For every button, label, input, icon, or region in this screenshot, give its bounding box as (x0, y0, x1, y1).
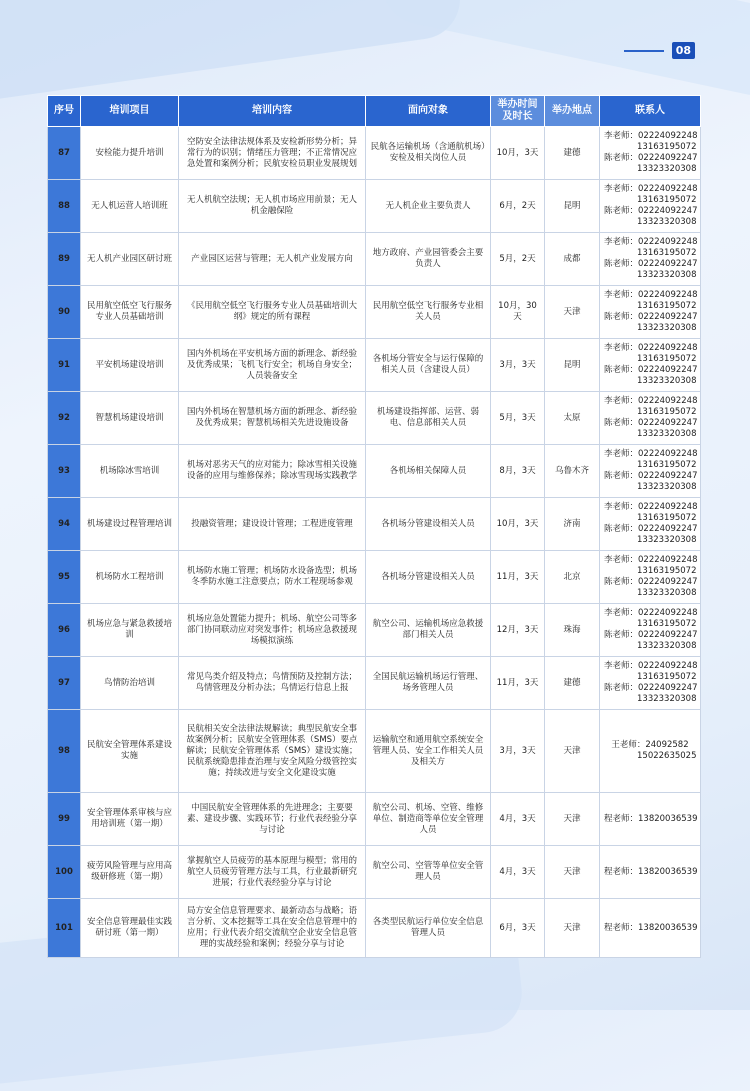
cell-time: 6月，2天 (491, 180, 545, 233)
cell-time: 3月，3天 (491, 710, 545, 793)
cell-time: 5月，3天 (491, 392, 545, 445)
table-row (48, 710, 701, 793)
cell-time: 5月，2天 (491, 233, 545, 286)
table-row (48, 392, 701, 445)
contact-line: 李老师：02224092248 (604, 608, 698, 618)
cell-contact (600, 339, 701, 392)
cell-time: 3月，3天 (491, 339, 545, 392)
cell-location: 天津 (545, 899, 600, 958)
cell-contact (600, 127, 701, 180)
contact-line: 李老师：02224092248 (604, 290, 698, 300)
cell-contact (600, 710, 701, 793)
cell-contact (600, 392, 701, 445)
cell-location: 天津 (545, 846, 600, 899)
contact-line: 李老师：02224092248 (604, 396, 698, 406)
cell-location: 济南 (545, 498, 600, 551)
cell-content: 投融资管理；建设设计管理；工程进度管理 (179, 498, 366, 551)
contact-line: 陈老师：02224092247 (604, 153, 698, 163)
contact-line: 程老师：13820036539 (604, 922, 698, 933)
contact-line: 13323320308 (637, 482, 697, 492)
cell-content: 机场防水施工管理；机场防水设备选型；机场冬季防水施工注意要点；防水工程现场参观 (179, 551, 366, 604)
contact-line: 13163195072 (637, 566, 697, 576)
page-number: 08 (672, 42, 695, 59)
table-row (48, 604, 701, 657)
cell-location: 北京 (545, 551, 600, 604)
cell-project: 无人机运营人培训班 (81, 180, 179, 233)
table-row (48, 551, 701, 604)
table-row (48, 286, 701, 339)
contact-line: 陈老师：02224092247 (604, 577, 698, 587)
cell-location: 珠海 (545, 604, 600, 657)
cell-no: 101 (48, 899, 81, 958)
contact-line: 李老师：02224092248 (604, 343, 698, 353)
cell-project: 机场应急与紧急救援培训 (81, 604, 179, 657)
cell-contact (600, 551, 701, 604)
cell-target: 民用航空低空飞行服务专业相关人员 (366, 286, 491, 339)
cell-project: 鸟情防治培训 (81, 657, 179, 710)
contact-line: 李老师：02224092248 (604, 237, 698, 247)
cell-target: 航空公司、空管等单位安全管理人员 (366, 846, 491, 899)
cell-no: 87 (48, 127, 81, 180)
header-target: 面向对象 (366, 96, 491, 127)
table-row (48, 498, 701, 551)
cell-target: 地方政府、产业园管委会主要负责人 (366, 233, 491, 286)
contact-line: 13323320308 (637, 323, 697, 333)
contact-line: 13163195072 (637, 407, 697, 417)
cell-target: 民航各运输机场（含通航机场）安检及相关岗位人员 (366, 127, 491, 180)
contact-line: 李老师：02224092248 (604, 661, 698, 671)
cell-contact (600, 604, 701, 657)
contact-line: 13163195072 (637, 301, 697, 311)
cell-location: 天津 (545, 286, 600, 339)
cell-no: 95 (48, 551, 81, 604)
cell-no: 96 (48, 604, 81, 657)
contact-line: 13323320308 (637, 270, 697, 280)
cell-time: 6月，3天 (491, 899, 545, 958)
contact-line: 陈老师：02224092247 (604, 630, 698, 640)
contact-line: 13163195072 (637, 248, 697, 258)
contact-line: 13323320308 (637, 535, 697, 545)
cell-target: 无人机企业主要负责人 (366, 180, 491, 233)
contact-line: 13323320308 (637, 429, 697, 439)
contact-line: 李老师：02224092248 (604, 555, 698, 565)
table-row (48, 180, 701, 233)
table-body (48, 127, 701, 958)
cell-no: 94 (48, 498, 81, 551)
contact-line: 13323320308 (637, 164, 697, 174)
table-row (48, 339, 701, 392)
header-rule (624, 50, 664, 52)
cell-location: 天津 (545, 793, 600, 846)
cell-content: 机场对恶劣天气的应对能力；除冰雪相关设施设备的应用与维修保养；除冰雪现场实践教学 (179, 445, 366, 498)
contact-line: 李老师：02224092248 (604, 131, 698, 141)
cell-no: 97 (48, 657, 81, 710)
cell-target: 航空公司、运输机场应急救援部门相关人员 (366, 604, 491, 657)
cell-content: 产业园区运营与管理；无人机产业发展方向 (179, 233, 366, 286)
contact-line: 李老师：02224092248 (604, 502, 698, 512)
contact-line: 陈老师：02224092247 (604, 418, 698, 428)
cell-contact (600, 899, 701, 958)
cell-project: 疲劳风险管理与应用高级研修班（第一期） (81, 846, 179, 899)
contact-line: 陈老师：02224092247 (604, 259, 698, 269)
training-plan-table (47, 95, 701, 958)
contact-line: 陈老师：02224092247 (604, 683, 698, 693)
cell-time: 11月，3天 (491, 551, 545, 604)
cell-no: 92 (48, 392, 81, 445)
cell-location: 建德 (545, 657, 600, 710)
table-row (48, 445, 701, 498)
cell-target: 运输航空和通用航空系统安全管理人员、安全工作相关人员及相关方 (366, 710, 491, 793)
cell-contact (600, 793, 701, 846)
contact-line: 程老师：13820036539 (604, 866, 698, 877)
cell-project: 智慧机场建设培训 (81, 392, 179, 445)
cell-contact (600, 180, 701, 233)
cell-project: 机场建设过程管理培训 (81, 498, 179, 551)
cell-project: 平安机场建设培训 (81, 339, 179, 392)
cell-content: 国内外机场在平安机场方面的新理念、新经验及优秀成果；飞机飞行安全；机场自身安全；人员装备安全 (179, 339, 366, 392)
cell-project: 民用航空低空飞行服务专业人员基础培训 (81, 286, 179, 339)
contact-line: 李老师：02224092248 (604, 449, 698, 459)
cell-content: 局方安全信息管理要求、最新动态与战略；语言分析、文本挖掘等工具在安全信息管理中的应用；行业代表介绍交流航空企业安全信息管理的实战经验和案例；经验分享与讨论 (179, 899, 366, 958)
cell-no: 89 (48, 233, 81, 286)
contact-line: 李老师：02224092248 (604, 184, 698, 194)
contact-line: 13323320308 (637, 376, 697, 386)
cell-target: 机场建设指挥部、运营、弱电、信息部相关人员 (366, 392, 491, 445)
table-row (48, 657, 701, 710)
cell-time: 8月，3天 (491, 445, 545, 498)
cell-contact (600, 445, 701, 498)
cell-location: 建德 (545, 127, 600, 180)
cell-project: 无人机产业园区研讨班 (81, 233, 179, 286)
cell-location: 天津 (545, 710, 600, 793)
cell-content: 中国民航安全管理体系的先进理念；主要要素、建设步骤、实践环节；行业代表经验分享与讨论 (179, 793, 366, 846)
cell-project: 安全管理体系审核与应用培训班（第一期） (81, 793, 179, 846)
contact-line: 陈老师：02224092247 (604, 471, 698, 481)
cell-location: 昆明 (545, 180, 600, 233)
contact-line: 13323320308 (637, 641, 697, 651)
cell-content: 常见鸟类介绍及特点；鸟情预防及控制方法；鸟情管理及分析办法；鸟情运行信息上报 (179, 657, 366, 710)
table-row (48, 846, 701, 899)
contact-line: 13163195072 (637, 142, 697, 152)
contact-line: 陈老师：02224092247 (604, 312, 698, 322)
contact-line: 13323320308 (637, 694, 697, 704)
cell-time: 4月，3天 (491, 793, 545, 846)
cell-content: 《民用航空低空飞行服务专业人员基础培训大纲》规定的所有课程 (179, 286, 366, 339)
cell-contact (600, 233, 701, 286)
cell-no: 90 (48, 286, 81, 339)
contact-line: 15022635025 (637, 751, 697, 761)
contact-line: 王老师：24092582 (611, 740, 689, 750)
cell-time: 10月，3天 (491, 127, 545, 180)
cell-no: 93 (48, 445, 81, 498)
header-no: 序号 (48, 96, 81, 127)
table-row (48, 793, 701, 846)
table-row (48, 899, 701, 958)
contact-line: 13323320308 (637, 217, 697, 227)
cell-project: 安全信息管理最佳实践研讨班（第一期） (81, 899, 179, 958)
cell-target: 各机场分管安全与运行保障的相关人员（含建设人员） (366, 339, 491, 392)
cell-contact (600, 286, 701, 339)
cell-no: 98 (48, 710, 81, 793)
page-header (624, 42, 695, 59)
table-row (48, 233, 701, 286)
header-location: 举办地点 (545, 96, 600, 127)
background-shape (0, 0, 465, 106)
cell-time: 10月，30天 (491, 286, 545, 339)
cell-no: 88 (48, 180, 81, 233)
cell-no: 100 (48, 846, 81, 899)
cell-target: 各机场分管建设相关人员 (366, 498, 491, 551)
cell-target: 航空公司、机场、空管、维修单位、制造商等单位安全管理人员 (366, 793, 491, 846)
cell-content: 无人机航空法规；无人机市场应用前景；无人机金融保险 (179, 180, 366, 233)
cell-project: 安检能力提升培训 (81, 127, 179, 180)
cell-target: 各机场分管建设相关人员 (366, 551, 491, 604)
cell-no: 99 (48, 793, 81, 846)
cell-time: 11月，3天 (491, 657, 545, 710)
cell-time: 4月，3天 (491, 846, 545, 899)
cell-location: 成都 (545, 233, 600, 286)
cell-no: 91 (48, 339, 81, 392)
contact-line: 陈老师：02224092247 (604, 524, 698, 534)
cell-target: 全国民航运输机场运行管理、场务管理人员 (366, 657, 491, 710)
contact-line: 13163195072 (637, 619, 697, 629)
cell-target: 各机场相关保障人员 (366, 445, 491, 498)
header-project: 培训项目 (81, 96, 179, 127)
header-contact: 联系人 (600, 96, 701, 127)
contact-line: 13323320308 (637, 588, 697, 598)
contact-line: 陈老师：02224092247 (604, 206, 698, 216)
cell-contact (600, 498, 701, 551)
cell-location: 乌鲁木齐 (545, 445, 600, 498)
cell-location: 太原 (545, 392, 600, 445)
cell-project: 机场防水工程培训 (81, 551, 179, 604)
cell-content: 掌握航空人员疲劳的基本原理与模型；常用的航空人员疲劳管理方法与工具，行业最新研究进展；行业代表经验分享与讨论 (179, 846, 366, 899)
cell-contact (600, 657, 701, 710)
contact-line: 程老师：13820036539 (604, 813, 698, 824)
cell-location: 昆明 (545, 339, 600, 392)
contact-line: 13163195072 (637, 460, 697, 470)
cell-time: 10月，3天 (491, 498, 545, 551)
cell-content: 机场应急处置能力提升；机场、航空公司等多部门协同联动应对突发事件；机场应急救援现场模拟演练 (179, 604, 366, 657)
header-time: 举办时间及时长 (491, 96, 545, 127)
cell-content: 空防安全法律法规体系及安检新形势分析；异常行为的识别；情绪压力管理；不正常情况应急处置和案例分析；民航安检员职业发展规划 (179, 127, 366, 180)
cell-content: 民航相关安全法律法规解读；典型民航安全事故案例分析；民航安全管理体系（SMS）要点解读；民航安全管理体系（SMS）建设实施；民航系统隐患排查治理与安全风险分级管控实施；持续改进与安全文化建设实施 (179, 710, 366, 793)
contact-line: 13163195072 (637, 672, 697, 682)
cell-project: 民航安全管理体系建设实施 (81, 710, 179, 793)
cell-project: 机场除冰雪培训 (81, 445, 179, 498)
contact-line: 13163195072 (637, 513, 697, 523)
cell-content: 国内外机场在智慧机场方面的新理念、新经验及优秀成果；智慧机场相关先进设施设备 (179, 392, 366, 445)
table-header-row (48, 96, 701, 127)
header-content: 培训内容 (179, 96, 366, 127)
contact-line: 13163195072 (637, 354, 697, 364)
contact-line: 陈老师：02224092247 (604, 365, 698, 375)
cell-time: 12月，3天 (491, 604, 545, 657)
cell-contact (600, 846, 701, 899)
contact-line: 13163195072 (637, 195, 697, 205)
table-row (48, 127, 701, 180)
cell-target: 各类型民航运行单位安全信息管理人员 (366, 899, 491, 958)
